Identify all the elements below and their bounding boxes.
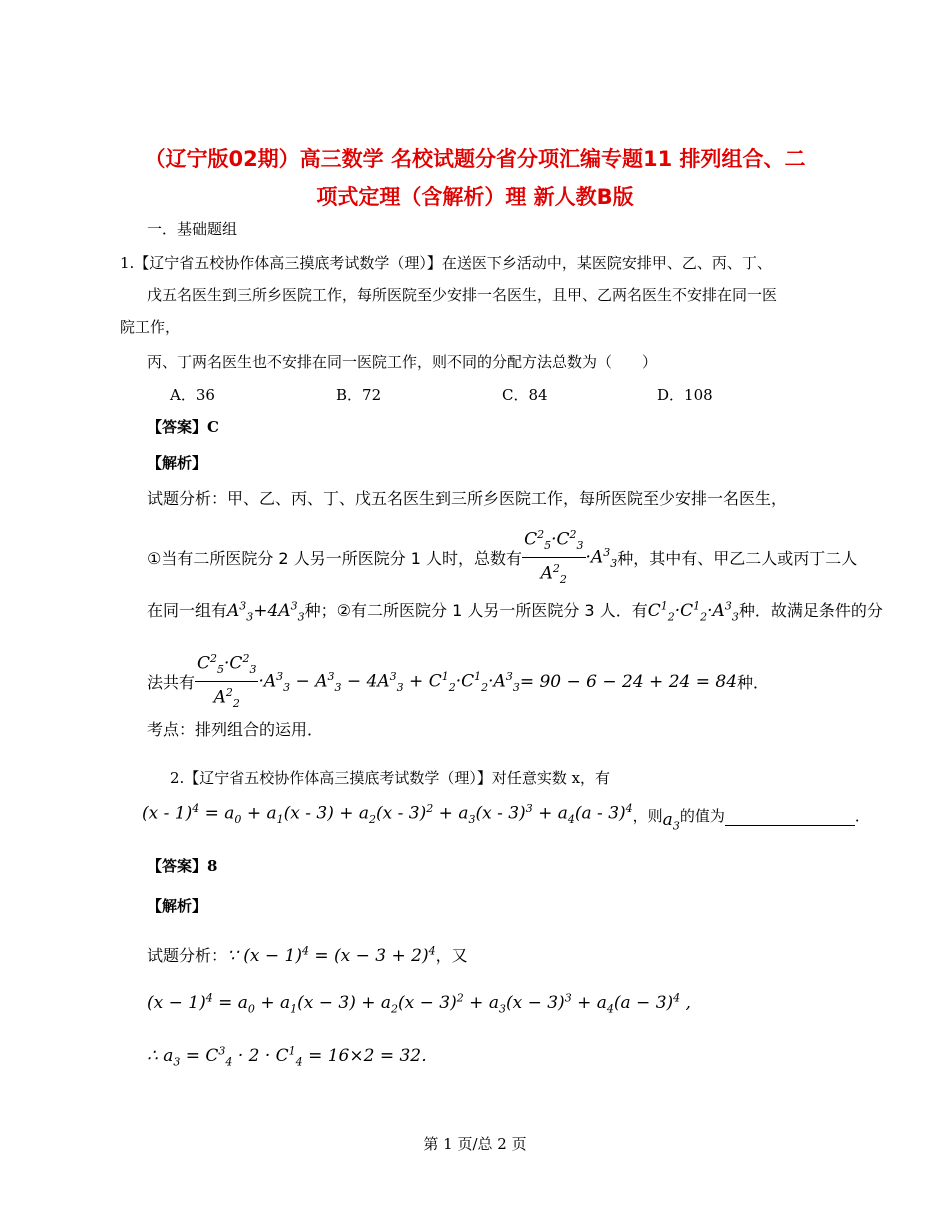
q1-analysis-line-4: 法共有 $\frac{C^2_5\cdot C^2_3}{A^2_2}$ $\cdot A^3_3 - A^3_3 - 4A^3_3 + C^1_2\cdot C^1_2\cdot A^3_3$ = 90 − 6 − 24 + 24 = 84 种． bbox=[147, 648, 769, 715]
q1-stem-line-1: 1.【辽宁省五校协作体高三摸底考试数学（理）】在送医下乡活动中，某医院安排甲、乙、丙、丁、 bbox=[120, 254, 772, 272]
q1-analysis-line-2: ①当有二所医院分 2 人另一所医院分 1 人时，总数有 $\frac{C^2_5\cdot C^2_3}{A^2_2}$ $\cdot A^3_3$ 种，其中有、甲乙二人或丙丁二人 bbox=[147, 524, 857, 591]
q2-answer: 【答案】8 bbox=[147, 857, 218, 875]
q1-stem-line-3: 院工作， bbox=[120, 318, 181, 336]
q2-analysis-line-3: ∴ $a_3 = C^3_4 \cdot 2 \cdot C^1_4 = 16\times 2 = 32$． bbox=[147, 1044, 439, 1069]
q2-equation-line: $(x - 1)^4 = a_0 + a_1(x - 3) + a_2(x - 3)^2 + a_3(x - 3)^3 + a_4(a - 3)^4$ ，则 $a_3$ 的值为 ． bbox=[142, 802, 870, 833]
q1-option-c: C．84 bbox=[502, 386, 548, 404]
q1-kaodian: 考点：排列组合的运用． bbox=[147, 720, 324, 739]
q2-answer-blank bbox=[725, 811, 855, 826]
section-heading: 一．基础题组 bbox=[147, 220, 238, 238]
q2-analysis-line-2: $(x - 1)^4 = a_0 + a_1(x - 3) + a_2(x - 3)^2 + a_3(x - 3)^3 + a_4(a - 3)^4$ , bbox=[147, 991, 691, 1016]
q1-option-d: D．108 bbox=[657, 386, 713, 404]
q2-expansion-equation: $(x - 1)^4 = a_0 + a_1(x - 3) + a_2(x - 3)^2 + a_3(x - 3)^3 + a_4(a - 3)^4$ bbox=[142, 802, 633, 827]
q1-analysis-label: 【解析】 bbox=[147, 454, 208, 472]
q1-option-b: B．72 bbox=[336, 386, 382, 404]
q1-option-a: A．36 bbox=[170, 386, 215, 404]
q1-analysis-line-1: 试题分析：甲、乙、丙、丁、戊五名医生到三所乡医院工作，每所医院至少安排一名医生， bbox=[147, 489, 788, 508]
q2-analysis-label: 【解析】 bbox=[147, 897, 208, 915]
q1-analysis-line-2-pre: ①当有二所医院分 2 人另一所医院分 1 人时，总数有 bbox=[147, 549, 523, 569]
document-title-line-2: 项式定理（含解析）理 新人教B版 bbox=[316, 185, 634, 209]
page-footer: 第 1 页/总 2 页 bbox=[423, 1135, 527, 1153]
q1-stem-line-2: 戊五名医生到三所乡医院工作，每所医院至少安排一名医生，且甲、乙两名医生不安排在同一医 bbox=[147, 286, 778, 304]
q1-analysis-line-3: 在同一组有$A^3_3+4A^3_3$种；②有二所医院分 1 人另一所医院分 3 人．有$C^1_2\cdot C^1_2\cdot A^3_3$种．故满足条件的分 bbox=[147, 599, 883, 624]
combination-fraction: $\frac{C^2_5\cdot C^2_3}{A^2_2}$ bbox=[522, 524, 585, 591]
document-title-line-1: （辽宁版02期）高三数学 名校试题分省分项汇编专题11 排列组合、二 bbox=[144, 147, 806, 171]
q1-answer: 【答案】C bbox=[147, 418, 219, 436]
q2-stem-line-1: 2.【辽宁省五校协作体高三摸底考试数学（理）】对任意实数 x，有 bbox=[170, 769, 611, 787]
q1-analysis-line-2-post: 种，其中有、甲乙二人或丙丁二人 bbox=[617, 549, 858, 569]
combination-fraction-2: $\frac{C^2_5\cdot C^2_3}{A^2_2}$ bbox=[195, 648, 258, 715]
q2-analysis-line-1: 试题分析：∵ $(x - 1)^4 = (x - 3 + 2)^4$，又 bbox=[147, 944, 468, 966]
q1-stem-line-4: 丙、丁两名医生也不安排在同一医院工作，则不同的分配方法总数为（ ） bbox=[147, 353, 658, 371]
